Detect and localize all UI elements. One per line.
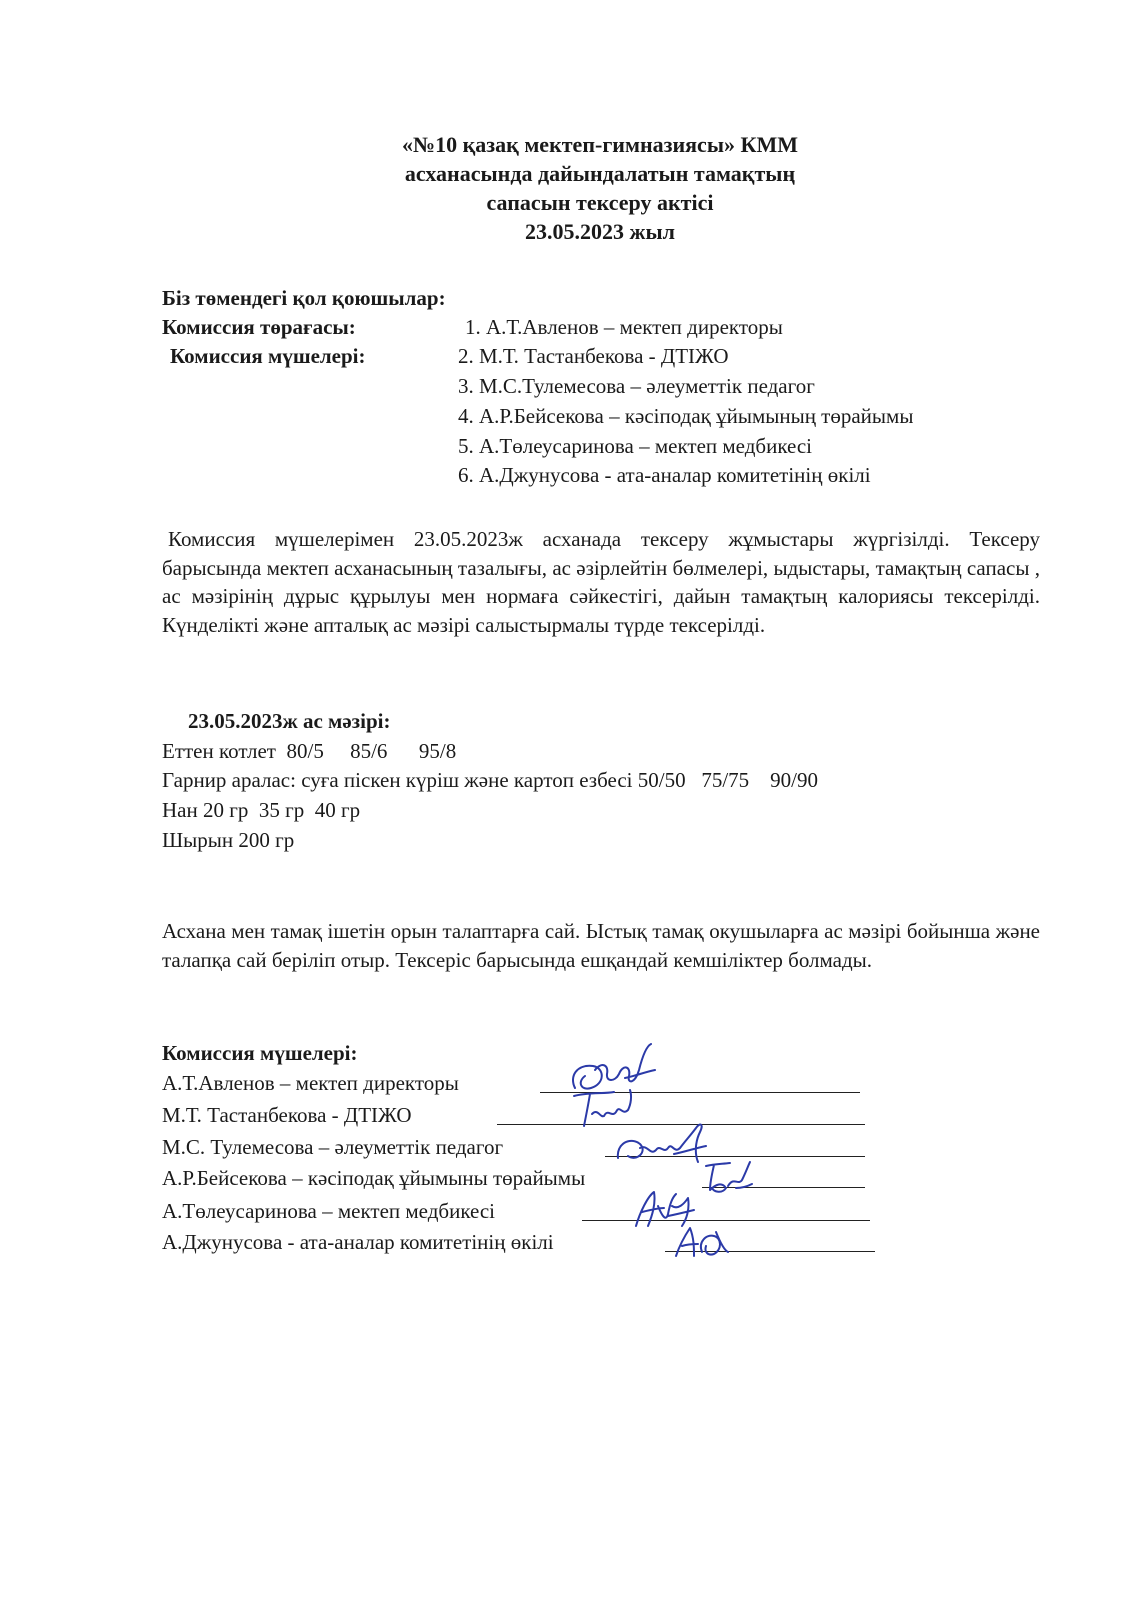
signature-row-label: А.Р.Бейсекова – кәсіподақ ұйымыны төрайымы bbox=[162, 1166, 586, 1190]
signature-row-label: А.Джунусова - ата-аналар комитетінің өкілі bbox=[162, 1230, 554, 1254]
title-line-3: сапасын тексеру актісі bbox=[486, 190, 714, 215]
menu-item-4: Шырын 200 гр bbox=[162, 828, 295, 852]
signature-row-label: А.Т.Авленов – мектеп директоры bbox=[162, 1071, 459, 1095]
menu-item-3: Нан 20 гр 35 гр 40 гр bbox=[162, 798, 361, 822]
menu-item-1: Еттен котлет 80/5 85/6 95/8 bbox=[162, 739, 457, 763]
signature-row bbox=[162, 1069, 862, 1097]
signature-row bbox=[162, 1228, 877, 1256]
signature-dzhunusova bbox=[668, 1222, 734, 1262]
chair-label: Комиссия төрағасы: bbox=[162, 315, 356, 339]
signature-row bbox=[162, 1101, 867, 1129]
inspection-paragraph: Комиссия мүшелерімен 23.05.2023ж асханада тексеру жұмыстары жүргізілді. Тексеру барысында мектеп асханасының тазалығы, ас әзірлейтін бөлмелері, ыдыстары, тамақтың сапасы , ас мәзірінің дұрыс құрылуы мен нормаға сәйкестігі, дайын тамақтың калориясы тексерілді. Күнделікті және апталық ас мәзірі салыстырмалы түрде тексерілді. bbox=[162, 527, 1040, 637]
signature-row bbox=[162, 1133, 867, 1161]
member-1: 1. А.Т.Авленов – мектеп директоры bbox=[465, 315, 783, 339]
menu-item-2: Гарнир аралас: суға піскен күріш және картоп езбесі 50/50 75/75 90/90 bbox=[162, 768, 819, 792]
signature-row-label: М.С. Тулемесова – әлеуметтік педагог bbox=[162, 1135, 504, 1159]
signature-row-label: М.Т. Тастанбекова - ДТІЖО bbox=[162, 1103, 412, 1127]
menu-heading: 23.05.2023ж ас мәзірі: bbox=[188, 709, 391, 733]
signature-line bbox=[582, 1220, 870, 1221]
signatures-heading: Комиссия мүшелері: bbox=[162, 1041, 358, 1065]
signature-row-label: А.Төлеусаринова – мектеп медбикесі bbox=[162, 1199, 495, 1223]
member-3: 3. М.С.Тулемесова – әлеуметтік педагог bbox=[458, 374, 815, 398]
title-line-1: «№10 қазақ мектеп-гимназиясы» КММ bbox=[402, 132, 798, 157]
conclusion-paragraph: Асхана мен тамақ ішетін орын талаптарға сай. Ыстық тамақ окушыларға ас мәзірі бойынша және талапқа сай беріліп отыр. Тексеріс барысында ешқандай кемшіліктер болмады. bbox=[162, 919, 1040, 972]
member-5: 5. А.Төлеусаринова – мектеп медбикесі bbox=[458, 434, 812, 458]
document-title bbox=[160, 130, 1040, 246]
member-6: 6. А.Джунусова - ата-аналар комитетінің өкілі bbox=[458, 463, 871, 487]
signature-beisekova bbox=[700, 1158, 755, 1198]
title-line-2: асханасында дайындалатын тамақтың bbox=[404, 161, 796, 186]
member-2: 2. М.Т. Тастанбекова - ДТІЖО bbox=[458, 344, 729, 368]
members-label: Комиссия мүшелері: bbox=[170, 344, 366, 368]
member-4: 4. А.Р.Бейсекова – кәсіподақ ұйымының төрайымы bbox=[458, 404, 914, 428]
signature-tulemesova bbox=[610, 1118, 710, 1170]
signatories-intro: Біз төмендегі қол қоюшылар: bbox=[162, 286, 446, 310]
signature-row bbox=[162, 1164, 867, 1192]
signature-row bbox=[162, 1197, 872, 1225]
title-date: 23.05.2023 жыл bbox=[525, 219, 675, 244]
